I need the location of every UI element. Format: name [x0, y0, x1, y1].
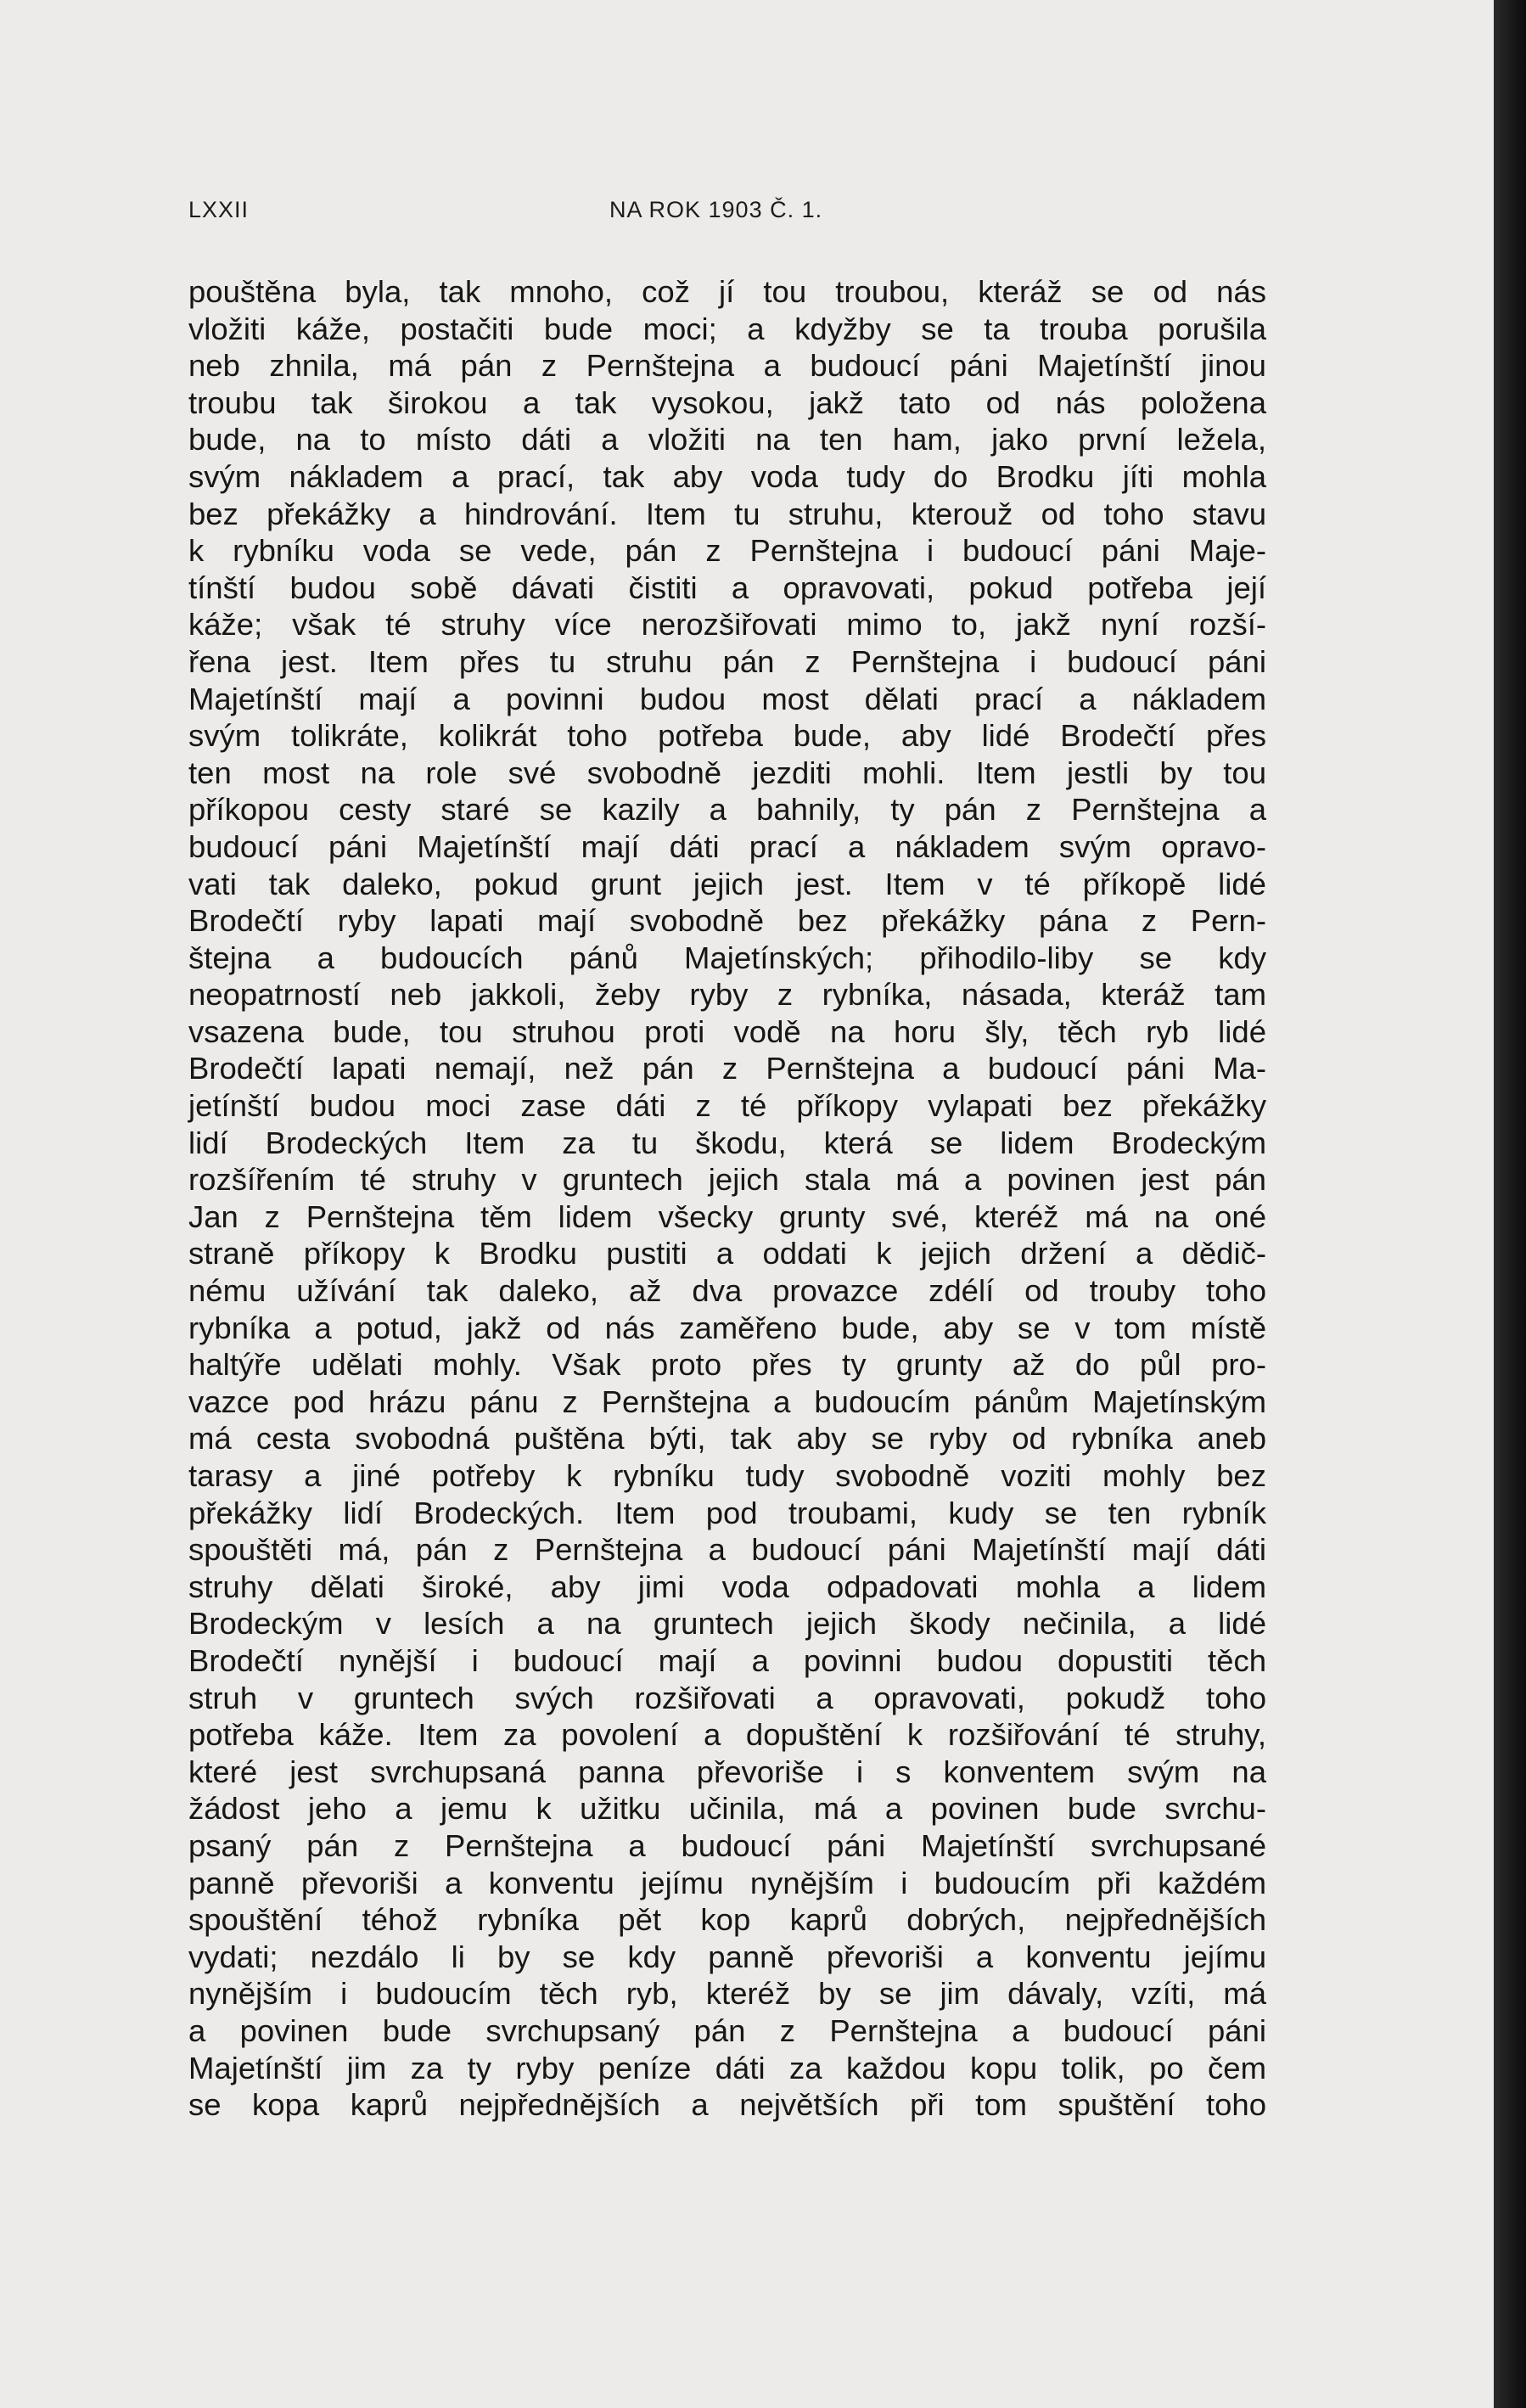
text-line: káže; však té struhy více nerozšiřovati mimo to, jakž nyní rozší-: [188, 607, 1266, 643]
text-line: které jest svrchupsaná panna převoriše i s konventem svým na: [188, 1754, 1266, 1789]
text-line: řena jest. Item přes tu struhu pán z Pernštejna i budoucí páni: [188, 643, 1266, 679]
text-line: vložiti káže, postačiti bude moci; a kdyžby se ta trouba porušila: [188, 311, 1266, 346]
text-line: rybníka a potud, jakž od nás zaměřeno bude, aby se v tom místě: [188, 1310, 1266, 1345]
text-line: Brodečtí ryby lapati mají svobodně bez překážky pána z Pern-: [188, 903, 1266, 939]
text-line: troubu tak širokou a tak vysokou, jakž tato od nás položena: [188, 384, 1266, 420]
text-line: panně převoriši a konventu jejímu nynějším i budoucím při každém: [188, 1865, 1266, 1900]
text-line: struhy dělati široké, aby jimi voda odpadovati mohla a lidem: [188, 1569, 1266, 1604]
text-line: bez překážky a hindrování. Item tu struhu, kterouž od toho stavu: [188, 496, 1266, 531]
text-line: má cesta svobodná puštěna býti, tak aby se ryby od rybníka aneb: [188, 1421, 1266, 1457]
text-line: Brodečtí nynější i budoucí mají a povinni budou dopustiti těch: [188, 1642, 1266, 1678]
page-edge-shadow: [1494, 0, 1526, 2408]
text-line: Majetínští jim za ty ryby peníze dáti za každou kopu tolik, po čem: [188, 2050, 1266, 2085]
text-line: štejna a budoucích pánů Majetínských; přihodilo-liby se kdy: [188, 940, 1266, 975]
text-line: neopatrností neb jakkoli, žeby ryby z rybníka, násada, kteráž tam: [188, 977, 1266, 1013]
text-line: vsazena bude, tou struhou proti vodě na horu šly, těch ryb lidé: [188, 1013, 1266, 1049]
text-line: Jan z Pernštejna těm lidem všecky grunty své, kteréž má na oné: [188, 1198, 1266, 1234]
text-line: spouštění téhož rybníka pět kop kaprů dobrých, nejpřednějších: [188, 1902, 1266, 1938]
text-line: struh v gruntech svých rozšiřovati a opravovati, pokudž toho: [188, 1680, 1266, 1715]
text-line: vydati; nezdálo li by se kdy panně převoriši a konventu jejímu: [188, 1939, 1266, 1974]
text-line: budoucí páni Majetínští mají dáti prací a nákladem svým opravo-: [188, 828, 1266, 864]
text-line: k rybníku voda se vede, pán z Pernštejna i budoucí páni Maje-: [188, 533, 1266, 569]
text-line: bude, na to místo dáti a vložiti na ten ham, jako první ležela,: [188, 422, 1266, 457]
text-line: Majetínští mají a povinni budou most dělati prací a nákladem: [188, 681, 1266, 716]
text-line: a povinen bude svrchupsaný pán z Pernštejna a budoucí páni: [188, 2012, 1266, 2048]
running-title: NA ROK 1903 Č. 1.: [609, 197, 823, 222]
text-line: psaný pán z Pernštejna a budoucí páni Majetínští svrchupsané: [188, 1827, 1266, 1863]
text-line: Brodečtí lapati nemají, než pán z Pernštejna a budoucí páni Ma-: [188, 1051, 1266, 1086]
text-line: haltýře udělati mohly. Však proto přes ty grunty až do půl pro-: [188, 1347, 1266, 1383]
text-line: lidí Brodeckých Item za tu škodu, která se lidem Brodeckým: [188, 1125, 1266, 1160]
text-line: pouštěna byla, tak mnoho, což jí tou troubou, kteráž se od nás: [188, 274, 1266, 309]
text-line: příkopou cesty staré se kazily a bahnily, ty pán z Pernštejna a: [188, 792, 1266, 828]
page-header: [0, 197, 1494, 231]
text-line: překážky lidí Brodeckých. Item pod troubami, kudy se ten rybník: [188, 1495, 1266, 1530]
text-line: rozšířením té struhy v gruntech jejich stala má a povinen jest pán: [188, 1162, 1266, 1198]
text-line: svým tolikráte, kolikrát toho potřeba bude, aby lidé Brodečtí přes: [188, 718, 1266, 754]
text-line: vazce pod hrázu pánu z Pernštejna a budoucím pánům Majetínským: [188, 1384, 1266, 1419]
text-line: svým nákladem a prací, tak aby voda tudy do Brodku jíti mohla: [188, 458, 1266, 494]
text-line: straně příkopy k Brodku pustiti a oddati k jejich držení a dědič-: [188, 1236, 1266, 1271]
text-line: potřeba káže. Item za povolení a dopuštění k rozšiřování té struhy,: [188, 1717, 1266, 1753]
text-line: Brodeckým v lesích a na gruntech jejich škody nečinila, a lidé: [188, 1606, 1266, 1642]
text-line: tarasy a jiné potřeby k rybníku tudy svobodně voziti mohly bez: [188, 1458, 1266, 1493]
text-line: ten most na role své svobodně jezditi mohli. Item jestli by tou: [188, 755, 1266, 790]
text-line: jetínští budou moci zase dáti z té příkopy vylapati bez překážky: [188, 1088, 1266, 1124]
text-line: se kopa kaprů nejpřednějších a největších při tom spuštění toho: [188, 2087, 1266, 2123]
page-number: LXXII: [188, 197, 250, 222]
text-line: vati tak daleko, pokud grunt jejich jest. Item v té příkopě lidé: [188, 866, 1266, 901]
text-line: nému užívání tak daleko, až dva provazce zdélí od trouby toho: [188, 1273, 1266, 1309]
body-text: [188, 273, 1266, 2124]
text-line: tínští budou sobě dávati čistiti a opravovati, pokud potřeba její: [188, 570, 1266, 605]
text-line: spouštěti má, pán z Pernštejna a budoucí páni Majetínští mají dáti: [188, 1532, 1266, 1568]
text-line: neb zhnila, má pán z Pernštejna a budoucí páni Majetínští jinou: [188, 348, 1266, 384]
text-line: žádost jeho a jemu k užitku učinila, má a povinen bude svrchu-: [188, 1791, 1266, 1827]
text-line: nynějším i budoucím těch ryb, kteréž by se jim dávaly, vzíti, má: [188, 1976, 1266, 2012]
